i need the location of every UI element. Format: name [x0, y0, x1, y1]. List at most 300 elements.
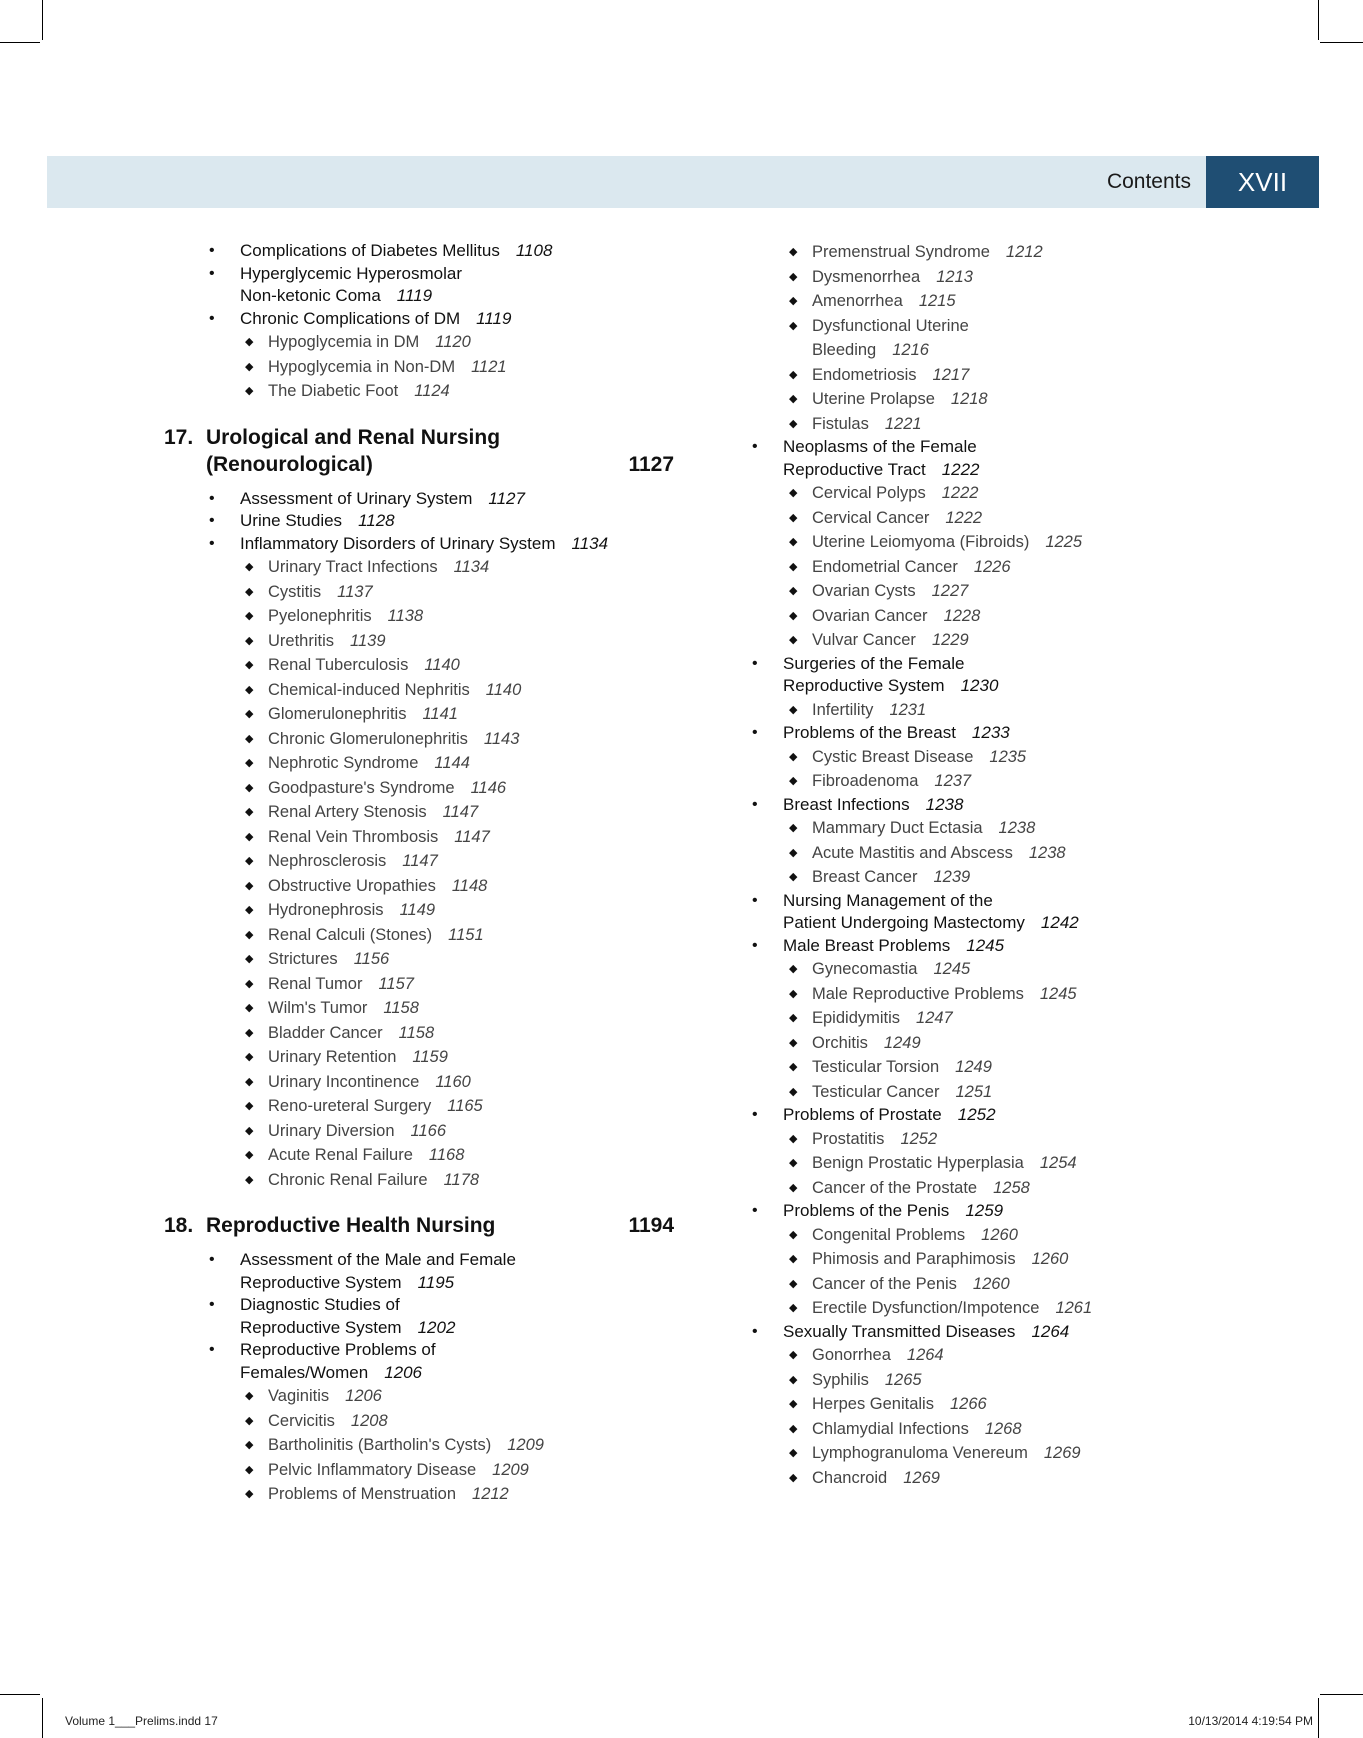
toc-subentry	[747, 1296, 1287, 1321]
toc-subentry	[747, 1392, 1287, 1417]
diamond-bullet-icon: ◆	[245, 928, 254, 941]
page-ref: 1264	[1031, 1321, 1070, 1341]
chapter-title: Reproductive Health Nursing 1194	[206, 1214, 674, 1237]
entry-title: Urine Studies 1128	[240, 511, 395, 530]
toc-entry	[164, 1339, 674, 1384]
toc-subentry	[164, 678, 674, 703]
entry-title: Females/Women 1206	[240, 1362, 423, 1382]
bullet-icon: •	[209, 489, 215, 507]
diamond-bullet-icon: ◆	[245, 561, 254, 573]
page-ref: 1239	[933, 868, 971, 886]
page-ref: 1213	[936, 267, 973, 286]
entry-title: Epididymitis 1247	[812, 1009, 953, 1027]
crop-mark	[1318, 0, 1319, 40]
entry-title: Vulvar Cancer 1229	[812, 631, 969, 649]
page-ref: 1269	[903, 1468, 940, 1487]
toc-entry	[164, 308, 674, 331]
page-ref: 1166	[410, 1121, 447, 1140]
toc-entry	[747, 794, 1287, 817]
entry-title: Fistulas 1221	[812, 414, 922, 433]
page-ref: 1222	[941, 484, 979, 502]
entry-title: Hypoglycemia in DM 1120	[268, 333, 471, 351]
toc-subentry	[747, 1223, 1287, 1248]
entry-title: Strictures 1156	[268, 950, 390, 968]
page-ref: 1249	[955, 1058, 992, 1076]
entry-title: Nursing Management of the	[783, 890, 993, 910]
toc-subentry	[164, 996, 674, 1021]
entry-title: Diagnostic Studies of	[240, 1295, 400, 1314]
bullet-icon: •	[209, 1341, 215, 1358]
page-ref: 1238	[925, 794, 964, 814]
diamond-bullet-icon: ◆	[789, 368, 798, 381]
toc-subentry	[164, 1458, 674, 1483]
entry-title: Wilm's Tumor 1158	[268, 999, 419, 1017]
entry-title: Endometrial Cancer 1226	[812, 557, 1011, 576]
chapter-title: (Renourological) 1127	[206, 452, 674, 476]
entry-title: Hyperglycemic Hyperosmolar	[240, 263, 463, 283]
entry-title: Reproductive Problems of	[240, 1340, 436, 1359]
toc-subentry	[747, 363, 1287, 388]
diamond-bullet-icon: ◆	[789, 1253, 798, 1265]
entry-title: Phimosis and Paraphimosis 1260	[812, 1250, 1069, 1268]
entry-title: Erectile Dysfunction/Impotence 1261	[812, 1299, 1093, 1317]
toc-subentry	[164, 604, 674, 629]
crop-mark	[1318, 1698, 1319, 1738]
entry-title: Acute Mastitis and Abscess 1238	[812, 843, 1066, 862]
page-ref: 1121	[471, 357, 507, 376]
page-ref: 1222	[941, 459, 980, 479]
entry-title: Bartholinitis (Bartholin's Cysts) 1209	[268, 1436, 544, 1454]
entry-title: Bladder Cancer 1158	[268, 1023, 435, 1042]
toc-entry	[747, 935, 1287, 958]
entry-title: Premenstrual Syndrome 1212	[812, 243, 1043, 261]
diamond-bullet-icon: ◆	[789, 871, 798, 883]
bullet-icon: •	[209, 512, 215, 529]
diamond-bullet-icon: ◆	[789, 846, 798, 859]
entry-title: Renal Calculi (Stones) 1151	[268, 925, 484, 944]
toc-subentry	[164, 1482, 674, 1507]
toc-entry	[747, 1321, 1287, 1344]
page-ref: 1227	[931, 582, 969, 600]
toc-subentry	[164, 1045, 674, 1070]
page-number: XVII	[1237, 166, 1288, 197]
diamond-bullet-icon: ◆	[789, 703, 798, 716]
toc-subentry	[164, 727, 674, 752]
page-ref: 1242	[1040, 913, 1079, 932]
toc-entry	[164, 488, 674, 511]
toc-subentry	[164, 379, 674, 404]
page-ref: 1235	[989, 747, 1027, 766]
entry-title: Ovarian Cysts 1227	[812, 582, 969, 600]
entry-title: Problems of Prostate 1252	[783, 1105, 996, 1124]
diamond-bullet-icon: ◆	[245, 1002, 254, 1014]
toc-entry	[747, 1104, 1287, 1127]
entry-title: Bleeding 1216	[812, 341, 929, 359]
diamond-bullet-icon: ◆	[789, 1228, 798, 1241]
entry-title: Chronic Renal Failure 1178	[268, 1170, 480, 1189]
crop-mark	[1320, 42, 1363, 43]
entry-title: Urinary Incontinence 1160	[268, 1072, 471, 1091]
page-ref: 1139	[350, 631, 386, 650]
page-ref: 1216	[892, 341, 929, 359]
toc-subentry	[747, 841, 1287, 866]
entry-title: Cystic Breast Disease 1235	[812, 747, 1027, 766]
diamond-bullet-icon: ◆	[789, 511, 798, 524]
page-ref: 1120	[435, 333, 471, 351]
toc-entry	[164, 1294, 674, 1339]
page-ref: 1108	[515, 241, 553, 260]
toc-subentry	[164, 653, 674, 678]
page-ref: 1148	[451, 876, 488, 895]
page-ref: 1160	[435, 1072, 471, 1091]
entry-title: Glomerulonephritis 1141	[268, 705, 458, 723]
diamond-bullet-icon: ◆	[789, 775, 798, 787]
toc-subentry	[747, 481, 1287, 506]
entry-title: Cystitis 1137	[268, 582, 373, 601]
entry-title: Problems of Menstruation 1212	[268, 1485, 509, 1503]
toc-subentry	[164, 800, 674, 825]
diamond-bullet-icon: ◆	[245, 1414, 254, 1427]
diamond-bullet-icon: ◆	[789, 246, 798, 258]
crop-mark	[0, 1694, 40, 1695]
page-ref: 1221	[884, 414, 922, 433]
diamond-bullet-icon: ◆	[245, 1149, 254, 1161]
bullet-icon: •	[752, 1106, 758, 1123]
entry-title: Non-ketonic Coma 1119	[240, 286, 433, 305]
page-ref: 1165	[447, 1097, 483, 1115]
toc-entry	[747, 436, 1287, 481]
chapter-title: Urological and Renal Nursing	[206, 425, 501, 449]
page-ref: 1141	[422, 705, 458, 723]
entry-title: Cervical Cancer 1222	[812, 508, 983, 527]
diamond-bullet-icon: ◆	[789, 1061, 798, 1073]
page-ref: 1140	[485, 680, 522, 699]
toc-subentry	[747, 769, 1287, 794]
toc-left-column	[164, 240, 674, 1507]
toc-subentry	[164, 555, 674, 580]
entry-title: Gonorrhea 1264	[812, 1346, 944, 1364]
page-ref: 1269	[1043, 1444, 1081, 1462]
toc-subentry	[164, 1070, 674, 1095]
toc-entry	[164, 263, 674, 308]
crop-mark	[42, 0, 43, 40]
diamond-bullet-icon: ◆	[245, 1173, 254, 1186]
entry-title: Uterine Leiomyoma (Fibroids) 1225	[812, 533, 1083, 551]
page-ref: 1233	[971, 723, 1010, 742]
page-ref: 1134	[453, 558, 490, 576]
bullet-icon: •	[209, 309, 215, 327]
toc-entry	[164, 240, 674, 263]
page-ref: 1231	[889, 700, 927, 719]
page-number-box	[1206, 156, 1319, 208]
entry-title: Congenital Problems 1260	[812, 1225, 1018, 1244]
diamond-bullet-icon: ◆	[789, 319, 798, 332]
toc-subentry	[747, 1080, 1287, 1105]
entry-title: Fibroadenoma 1237	[812, 772, 972, 790]
diamond-bullet-icon: ◆	[789, 1398, 798, 1410]
page-ref: 1144	[434, 754, 470, 772]
entry-title: Ovarian Cancer 1228	[812, 606, 981, 625]
toc-entry	[747, 653, 1287, 698]
toc-subentry	[747, 387, 1287, 412]
entry-title: Infertility 1231	[812, 700, 927, 719]
diamond-bullet-icon: ◆	[245, 904, 254, 916]
page-ref: 1124	[414, 382, 450, 400]
diamond-bullet-icon: ◆	[789, 1012, 798, 1024]
bullet-icon: •	[209, 1296, 215, 1313]
entry-title: Nephrosclerosis 1147	[268, 852, 438, 870]
diamond-bullet-icon: ◆	[789, 822, 798, 834]
crop-mark	[1320, 1694, 1363, 1695]
diamond-bullet-icon: ◆	[245, 732, 254, 745]
diamond-bullet-icon: ◆	[789, 1085, 798, 1098]
toc-subentry	[164, 1409, 674, 1434]
diamond-bullet-icon: ◆	[245, 977, 254, 990]
page-ref: 1215	[918, 292, 956, 310]
page-ref: 1260	[972, 1274, 1010, 1293]
toc-subentry	[747, 265, 1287, 290]
page-ref: 1212	[472, 1485, 509, 1503]
page-ref: 1245	[966, 935, 1005, 955]
entry-title: Assessment of the Male and Female	[240, 1250, 516, 1269]
diamond-bullet-icon: ◆	[789, 417, 798, 430]
toc-subentry	[164, 849, 674, 874]
entry-title: Endometriosis 1217	[812, 365, 970, 384]
toc-subentry	[164, 702, 674, 727]
diamond-bullet-icon: ◆	[789, 1036, 798, 1049]
entry-title: Testicular Cancer 1251	[812, 1082, 993, 1101]
entry-title: Sexually Transmitted Diseases 1264	[783, 1321, 1070, 1341]
diamond-bullet-icon: ◆	[789, 750, 798, 763]
entry-title: Syphilis 1265	[812, 1370, 922, 1389]
entry-title: Renal Vein Thrombosis 1147	[268, 827, 490, 846]
entry-title: Lymphogranuloma Venereum 1269	[812, 1444, 1081, 1462]
page-ref: 1134	[571, 533, 609, 553]
page-ref: 1209	[492, 1460, 529, 1479]
page-ref: 1127	[488, 488, 525, 508]
diamond-bullet-icon: ◆	[789, 634, 798, 646]
page-ref: 1156	[353, 950, 390, 968]
diamond-bullet-icon: ◆	[245, 1051, 254, 1063]
page-ref: 1208	[350, 1411, 388, 1430]
entry-title: Cancer of the Penis 1260	[812, 1274, 1010, 1293]
entry-title: Obstructive Uropathies 1148	[268, 876, 488, 895]
entry-title: Inflammatory Disorders of Urinary System 1134	[240, 533, 609, 553]
page-ref: 1138	[387, 607, 424, 625]
bullet-icon: •	[752, 936, 758, 954]
entry-title: Problems of the Breast 1233	[783, 723, 1010, 742]
crop-mark	[0, 42, 40, 43]
entry-title: Chemical-induced Nephritis 1140	[268, 680, 522, 699]
diamond-bullet-icon: ◆	[789, 1471, 798, 1484]
page-ref: 1245	[933, 960, 971, 978]
toc-subentry	[747, 1368, 1287, 1393]
toc-subentry	[164, 874, 674, 899]
toc-subentry	[164, 355, 674, 380]
entry-title: Breast Cancer 1239	[812, 868, 971, 886]
entry-title: Urethritis 1139	[268, 631, 386, 650]
entry-title: Renal Tumor 1157	[268, 974, 414, 993]
bullet-icon: •	[752, 724, 758, 741]
toc-subentry	[747, 865, 1287, 890]
entry-title: Breast Infections 1238	[783, 794, 964, 814]
diamond-bullet-icon: ◆	[245, 610, 254, 622]
page-ref: 1195	[417, 1272, 455, 1292]
page-ref: 1251	[955, 1082, 993, 1101]
diamond-bullet-icon: ◆	[789, 1157, 798, 1169]
entry-title: Prostatitis 1252	[812, 1129, 938, 1148]
page-ref: 1119	[476, 308, 512, 328]
entry-title: Hypoglycemia in Non-DM 1121	[268, 357, 507, 376]
toc-entry	[747, 722, 1287, 745]
page-ref: 1146	[470, 778, 507, 797]
diamond-bullet-icon: ◆	[245, 1026, 254, 1039]
bullet-icon: •	[752, 1202, 758, 1219]
toc-subentry	[164, 1143, 674, 1168]
chapter-page: 1194	[628, 1214, 674, 1237]
diamond-bullet-icon: ◆	[245, 683, 254, 696]
toc-subentry	[164, 1384, 674, 1409]
page-ref: 1237	[934, 772, 972, 790]
page-ref: 1218	[950, 390, 988, 408]
toc-subentry	[164, 629, 674, 654]
entry-title: Patient Undergoing Mastectomy 1242	[783, 913, 1079, 932]
toc-subentry	[747, 289, 1287, 314]
diamond-bullet-icon: ◆	[789, 1181, 798, 1194]
toc-subentry	[164, 923, 674, 948]
page-ref: 1157	[378, 974, 414, 993]
toc-subentry	[747, 1151, 1287, 1176]
toc-subentry	[747, 698, 1287, 723]
page-ref: 1206	[345, 1387, 382, 1405]
toc-subentry	[747, 1272, 1287, 1297]
bullet-icon: •	[209, 534, 215, 552]
diamond-bullet-icon: ◆	[245, 806, 254, 818]
diamond-bullet-icon: ◆	[789, 1302, 798, 1314]
entry-title: Complications of Diabetes Mellitus 1108	[240, 241, 553, 260]
page-ref: 1229	[931, 631, 969, 649]
diamond-bullet-icon: ◆	[789, 536, 798, 548]
toc-subentry	[164, 1021, 674, 1046]
entry-title: Pelvic Inflammatory Disease 1209	[268, 1460, 529, 1479]
bullet-icon: •	[752, 654, 758, 672]
toc-subentry	[747, 530, 1287, 555]
chapter-heading	[164, 1212, 674, 1239]
bullet-icon: •	[209, 1251, 215, 1268]
page-ref: 1178	[443, 1170, 480, 1189]
page-ref: 1226	[973, 557, 1011, 576]
page-ref: 1137	[337, 582, 373, 601]
page-ref: 1158	[398, 1023, 435, 1042]
page-ref: 1209	[507, 1436, 544, 1454]
toc-subentry	[747, 579, 1287, 604]
crop-mark	[42, 1698, 43, 1738]
toc-subentry	[164, 580, 674, 605]
toc-subentry	[164, 330, 674, 355]
page-ref: 1268	[984, 1419, 1022, 1438]
toc-subentry	[747, 506, 1287, 531]
diamond-bullet-icon: ◆	[245, 1463, 254, 1476]
page-ref: 1149	[399, 901, 436, 919]
entry-title: Chlamydial Infections 1268	[812, 1419, 1022, 1438]
page-ref: 1147	[454, 827, 490, 846]
toc-subentry	[164, 751, 674, 776]
diamond-bullet-icon: ◆	[245, 855, 254, 867]
page-ref: 1264	[906, 1346, 944, 1364]
entry-title: Urinary Tract Infections 1134	[268, 558, 490, 576]
entry-title: Renal Tuberculosis 1140	[268, 656, 460, 674]
diamond-bullet-icon: ◆	[245, 1075, 254, 1088]
diamond-bullet-icon: ◆	[789, 295, 798, 307]
page-ref: 1225	[1045, 533, 1083, 551]
diamond-bullet-icon: ◆	[245, 757, 254, 769]
toc-subentry	[747, 314, 1287, 363]
entry-title: Reno-ureteral Surgery 1165	[268, 1097, 483, 1115]
page-ref: 1168	[428, 1146, 465, 1164]
toc-subentry	[747, 1343, 1287, 1368]
entry-title: Testicular Torsion 1249	[812, 1058, 992, 1076]
bullet-icon: •	[752, 1322, 758, 1340]
page-ref: 1212	[1005, 243, 1043, 261]
entry-title: Vaginitis 1206	[268, 1387, 382, 1405]
entry-title: Uterine Prolapse 1218	[812, 390, 988, 408]
diamond-bullet-icon: ◆	[245, 634, 254, 647]
diamond-bullet-icon: ◆	[245, 781, 254, 794]
toc-subentry	[747, 1127, 1287, 1152]
page-ref: 1217	[932, 365, 970, 384]
page-ref: 1252	[957, 1105, 996, 1124]
toc-subentry	[164, 898, 674, 923]
entry-title: The Diabetic Foot 1124	[268, 382, 450, 400]
entry-title: Acute Renal Failure 1168	[268, 1146, 465, 1164]
page-ref: 1261	[1055, 1299, 1093, 1317]
entry-title: Reproductive System 1230	[783, 676, 999, 695]
running-header-title: Contents	[1106, 170, 1191, 193]
page-ref: 1252	[900, 1129, 938, 1148]
page-ref: 1265	[884, 1370, 922, 1389]
chapter-page: 1127	[628, 452, 674, 476]
page-ref: 1260	[1031, 1250, 1069, 1268]
page-ref: 1151	[448, 925, 484, 944]
entry-title: Dysmenorrhea 1213	[812, 267, 973, 286]
toc-subentry	[747, 412, 1287, 437]
diamond-bullet-icon: ◆	[789, 609, 798, 622]
entry-title: Reproductive Tract 1222	[783, 459, 980, 479]
entry-title: Cervicitis 1208	[268, 1411, 388, 1430]
diamond-bullet-icon: ◆	[245, 1100, 254, 1112]
entry-title: Cervical Polyps 1222	[812, 484, 979, 502]
page-ref: 1249	[883, 1033, 921, 1052]
toc-subentry	[164, 1094, 674, 1119]
toc-subentry	[164, 972, 674, 997]
toc-subentry	[747, 1031, 1287, 1056]
entry-title: Male Breast Problems 1245	[783, 935, 1005, 955]
toc-subentry	[164, 947, 674, 972]
toc-subentry	[747, 1247, 1287, 1272]
toc-right-column	[747, 240, 1287, 1490]
entry-title: Reproductive System 1202	[240, 1317, 456, 1337]
toc-subentry	[164, 1168, 674, 1193]
toc-subentry	[747, 1176, 1287, 1201]
toc-subentry	[747, 816, 1287, 841]
toc-subentry	[747, 957, 1287, 982]
page-ref: 1159	[412, 1048, 448, 1066]
diamond-bullet-icon: ◆	[245, 336, 254, 348]
entry-title: Assessment of Urinary System 1127	[240, 488, 525, 508]
bullet-icon: •	[209, 264, 215, 282]
diamond-bullet-icon: ◆	[245, 659, 254, 671]
entry-title: Dysfunctional Uterine	[812, 316, 969, 335]
